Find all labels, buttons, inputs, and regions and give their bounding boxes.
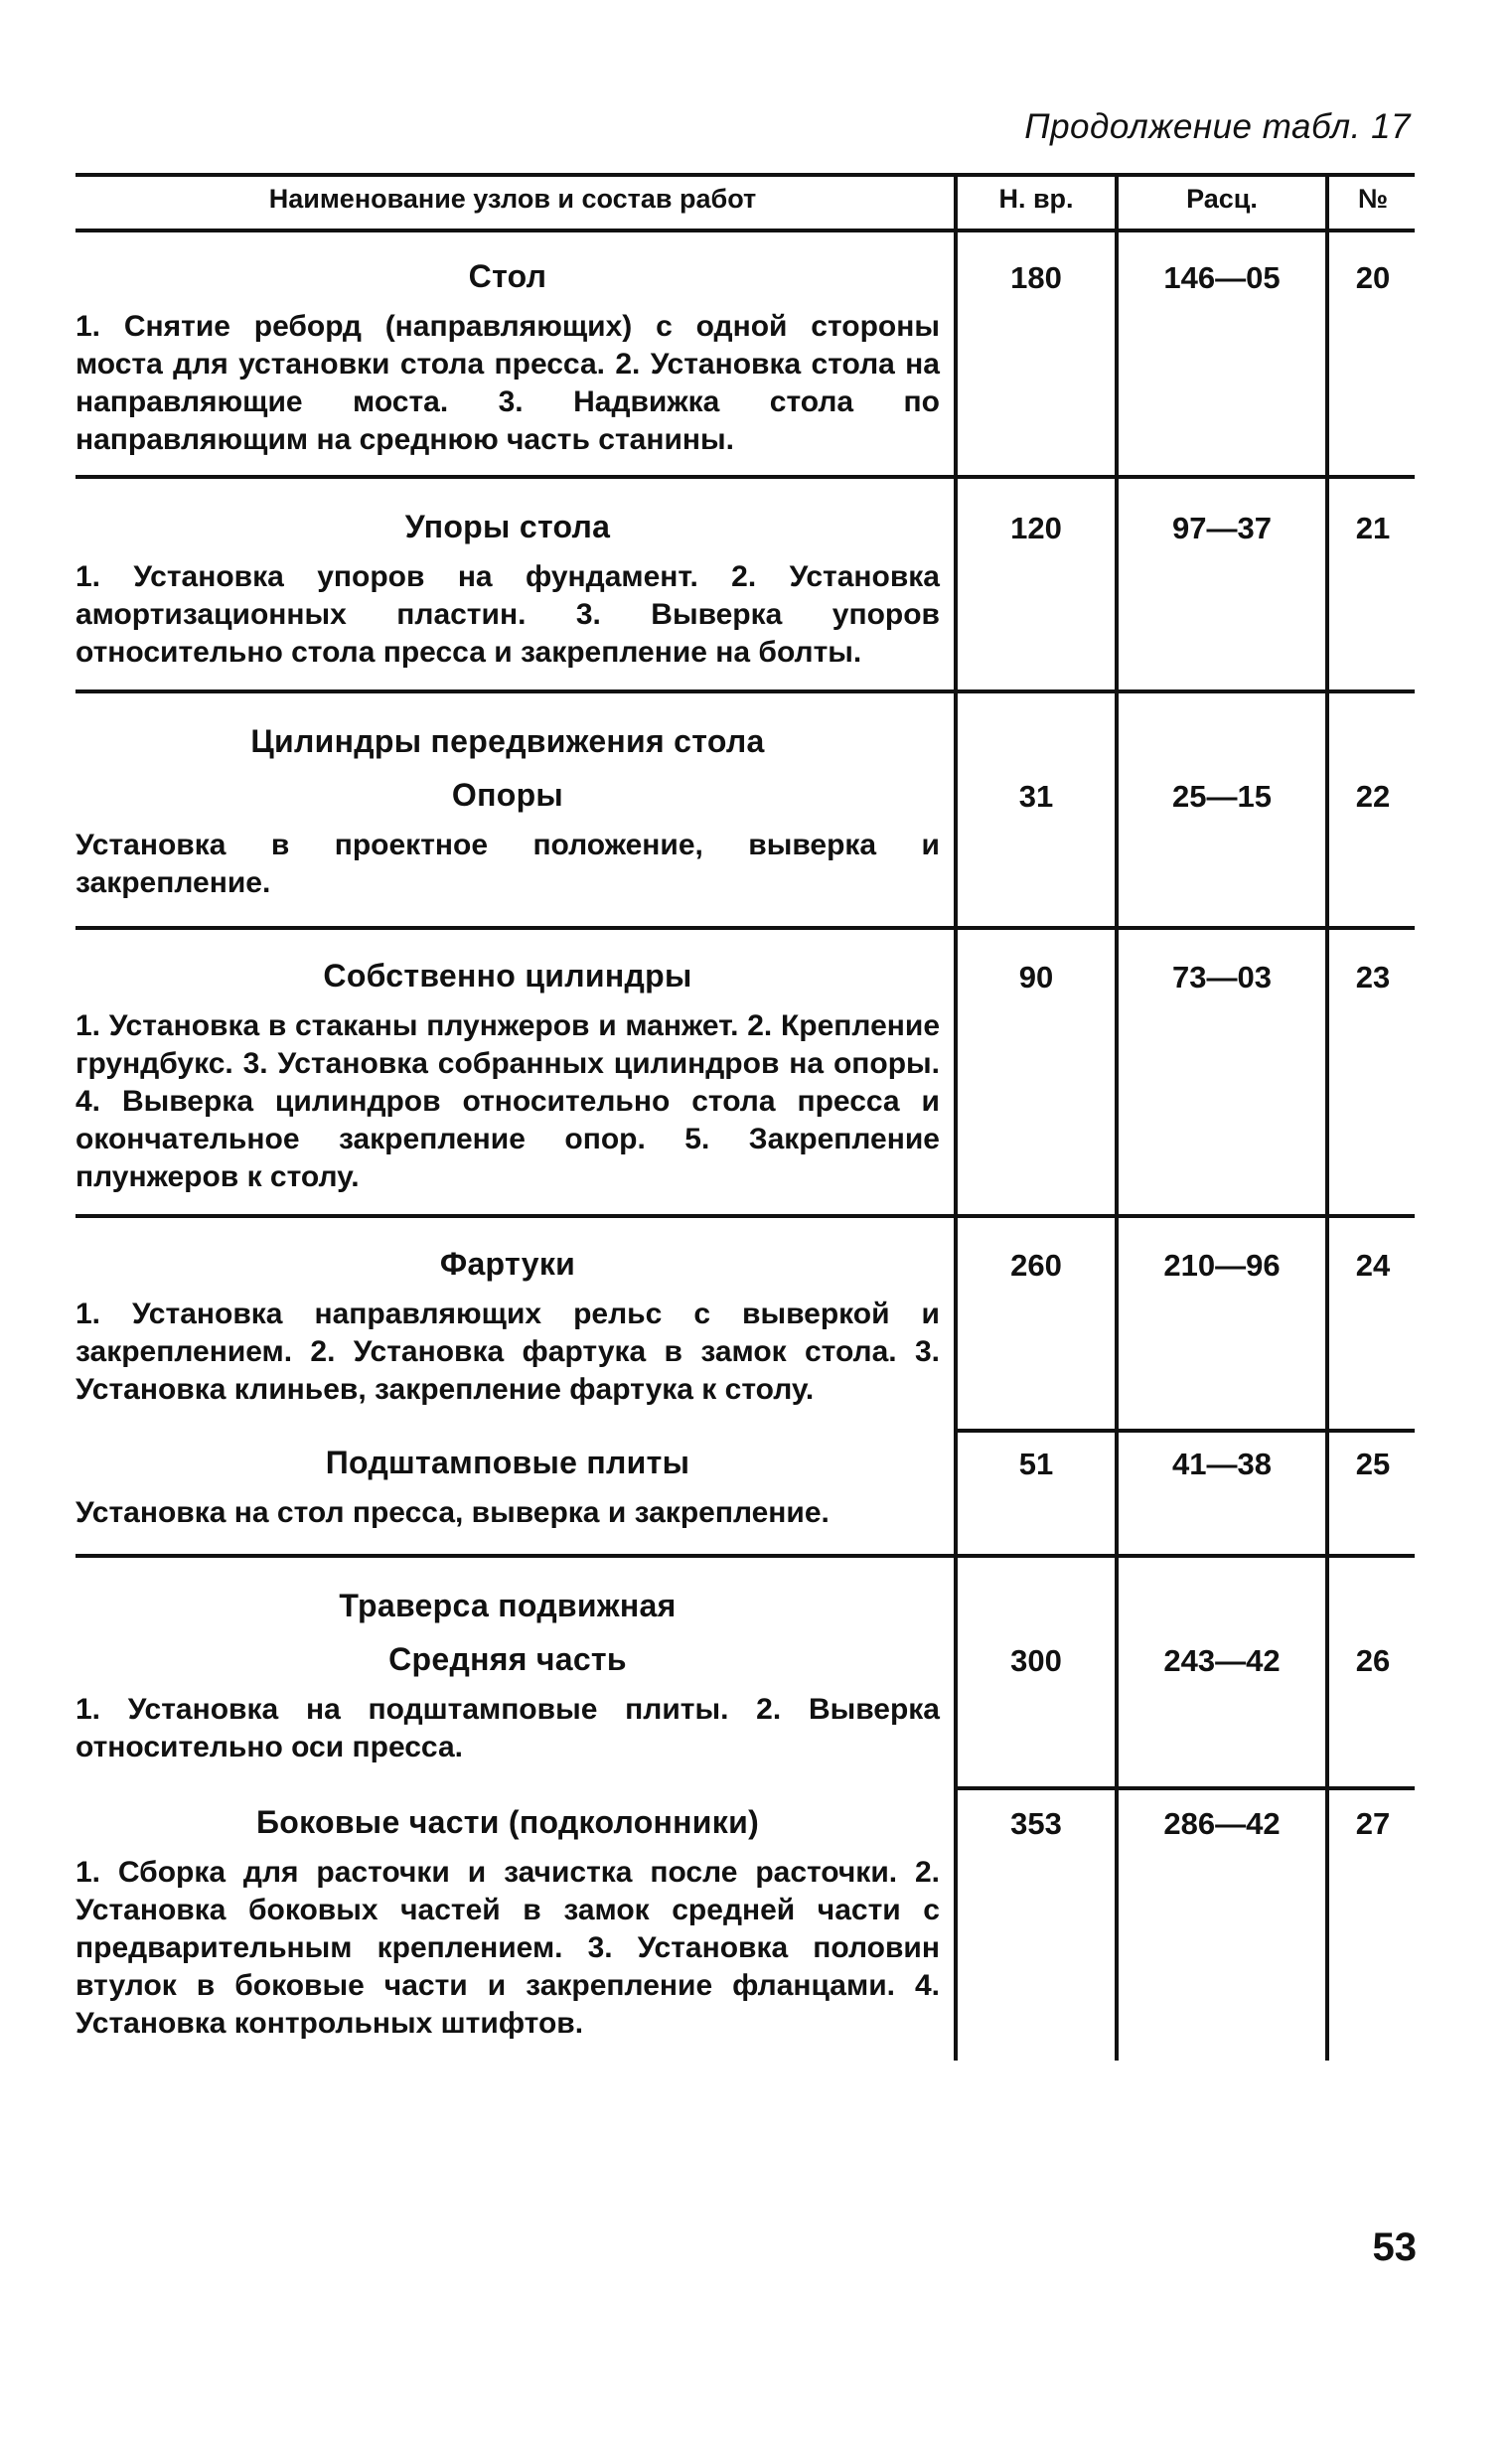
row-norm: 51	[1018, 1447, 1054, 1481]
row-title: Фартуки	[439, 1246, 576, 1282]
row-separator	[76, 689, 1415, 693]
column-divider-3	[1325, 173, 1329, 2061]
row-norm: 300	[1010, 1643, 1062, 1678]
row-norm: 353	[1010, 1806, 1062, 1841]
row-separator	[76, 1554, 1415, 1558]
row-number: 21	[1355, 511, 1391, 545]
row-norm: 260	[1010, 1248, 1062, 1283]
row-subtitle: Опоры	[451, 777, 564, 813]
row-number: 20	[1355, 260, 1391, 295]
row-description: Установка на стол пресса, выверка и закрепление.	[76, 1496, 830, 1529]
row-description: Установка в проектное положение, выверка и закрепление.	[76, 829, 940, 899]
row-number: 26	[1355, 1643, 1391, 1678]
row-number: 24	[1355, 1248, 1391, 1283]
row-title: Собственно цилиндры	[323, 958, 692, 994]
table-row	[76, 1586, 940, 1766]
row-price: 146—05	[1163, 260, 1281, 295]
row-price: 210—96	[1163, 1248, 1281, 1283]
column-divider-1	[954, 173, 958, 2061]
row-norm: 31	[1018, 779, 1054, 814]
page-number: 53	[1372, 2225, 1417, 2269]
table-row	[76, 1802, 940, 2043]
row-description: 1. Установка в стаканы плунжеров и манжет. 2. Крепление грундбукс. 3. Установка собранных цилиндров на опоры. 4. Выверка цилиндров относительно стола пресса и окончательное закрепление опор. 5. Закрепление плунжеров к столу.	[76, 1009, 940, 1193]
row-title: Траверса подвижная	[339, 1588, 677, 1623]
row-price: 243—42	[1163, 1643, 1281, 1678]
table-row	[76, 507, 940, 672]
row-title: Боковые части (подколонники)	[255, 1804, 760, 1840]
header-bottom-rule	[76, 229, 1415, 232]
column-divider-2	[1115, 173, 1119, 2061]
row-subtitle: Средняя часть	[388, 1641, 627, 1677]
row-norm: 180	[1010, 260, 1062, 295]
table-row	[76, 721, 940, 902]
table-row	[76, 956, 940, 1196]
row-price: 25—15	[1172, 779, 1272, 814]
table-row	[76, 1443, 940, 1532]
table-row	[76, 1244, 940, 1409]
row-price: 286—42	[1163, 1806, 1281, 1841]
row-separator	[76, 475, 1415, 479]
row-separator	[76, 926, 1415, 930]
row-price: 73—03	[1172, 960, 1272, 994]
row-title: Упоры стола	[404, 509, 611, 544]
header-name: Наименование узлов и состав работ	[268, 184, 757, 214]
table-top-rule	[76, 173, 1415, 177]
row-description: 1. Сборка для расточки и зачистка после расточки. 2. Установка боковых частей в замок средней части с предварительным креплением. 3. Установка половин втулок в боковые части и закрепление фланцами. 4. Установка контрольных штифтов.	[76, 1856, 940, 2040]
header-norm: Н. вр.	[998, 184, 1074, 214]
row-number: 23	[1355, 960, 1391, 994]
row-title: Стол	[468, 258, 547, 294]
row-title: Подштамповые плиты	[325, 1445, 690, 1480]
row-number: 22	[1355, 779, 1391, 814]
row-price: 97—37	[1172, 511, 1272, 545]
row-norm: 90	[1018, 960, 1054, 994]
row-norm: 120	[1010, 511, 1062, 545]
row-title: Цилиндры передвижения стола	[250, 723, 765, 759]
row-separator	[76, 1214, 1415, 1218]
table-row	[76, 256, 940, 459]
row-description: 1. Установка упоров на фундамент. 2. Установка амортизационных пластин. 3. Выверка упоров относительно стола пресса и закрепление на болты.	[76, 560, 940, 669]
row-description: 1. Установка направляющих рельс с выверкой и закреплением. 2. Установка фартука в замок стола. 3. Установка клиньев, закрепление фартука к столу.	[76, 1298, 940, 1406]
header-price: Расц.	[1186, 184, 1258, 214]
row-number: 25	[1355, 1447, 1391, 1481]
table-continuation-caption: Продолжение табл. 17	[1024, 107, 1411, 146]
row-description: 1. Снятие реборд (направляющих) с одной стороны моста для установки стола пресса. 2. Установка стола на направляющие моста. 3. Надвижка стола по направляющим на среднюю часть станины.	[76, 310, 940, 456]
row-separator-partial	[954, 1429, 1415, 1433]
header-number: №	[1357, 184, 1389, 214]
row-number: 27	[1355, 1806, 1391, 1841]
row-separator-partial	[954, 1786, 1415, 1790]
row-description: 1. Установка на подштамповые плиты. 2. Выверка относительно оси пресса.	[76, 1693, 940, 1763]
row-price: 41—38	[1172, 1447, 1272, 1481]
